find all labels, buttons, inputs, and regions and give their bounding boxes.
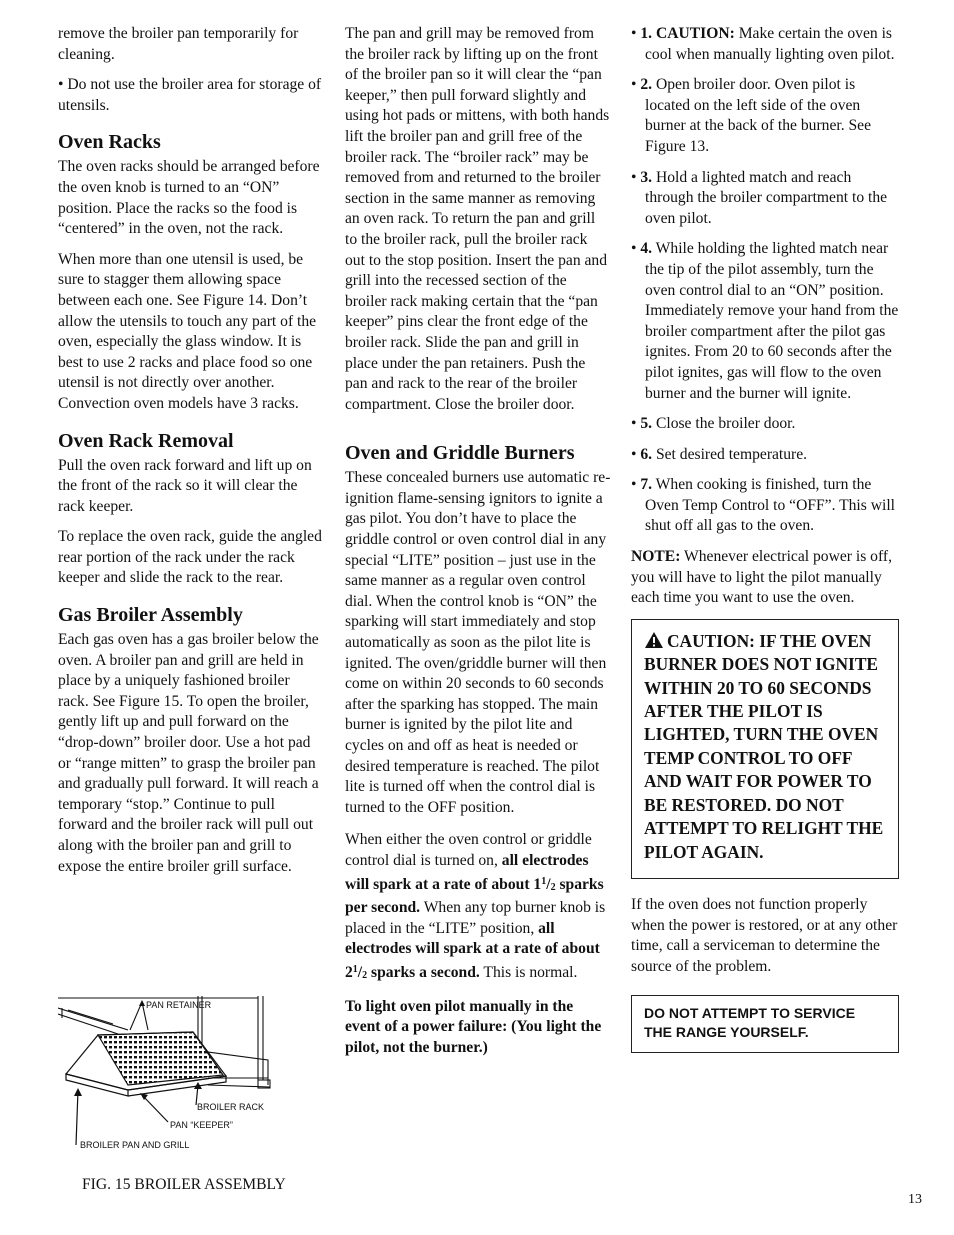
note-paragraph xyxy=(631,547,899,609)
figure-caption: FIG. 15 BROILER ASSEMBLY xyxy=(82,1176,286,1193)
service-warning-box: DO NOT ATTEMPT TO SERVICE THE RANGE YOURSELF. xyxy=(631,995,899,1053)
column-2 xyxy=(345,24,611,1068)
paragraph: The pan and grill may be removed from the broiler rack by lifting up on the front of the broiler pan so it will clear the “pan keeper,” then pull forward slightly and using hot pads or mittens, with both hands lift the broiler pan and grill free of the broiler rack. The “broiler rack” may be removed from and returned to the broiler section in the same manner as removing an oven rack. To return the pan and grill to the broiler rack, pull the broiler rack out to the stop position. Insert the pan and grill into the recessed section of the broiler rack making certain that the “pan keeper” pins clear the front edge of the broiler rack. Slide the pan and grill in place under the pan retainers. Push the pan and rack to the rear of the broiler compartment. Close the broiler door. xyxy=(345,25,610,413)
bullet-paragraph: • Do not use the broiler area for storage of utensils. xyxy=(58,76,322,114)
paragraph: Each gas oven has a gas broiler below the oven. A broiler pan and grill are held in place by a uniquely fashioned broiler rack. See Figure 15. To open the broiler, gently lift up and pull forward on the “drop-down” broiler door. Use a hot pad or “range mitten” to grasp the broiler pan and gradually pull forward. It will reach a temporary “stop.” Continue to pull forward and the broiler rack will pull out along with the broiler pan and grill to expose the entire broiler grill surface. xyxy=(58,631,319,875)
broiler-assembly-figure xyxy=(58,990,324,1160)
step-4: • 4. While holding the lighted match near the tip of the pilot assembly, turn the oven control dial to an “ON” position. Immediately remove your hand from the broiler compartment after the pilot gas ignites. From 20 to 60 seconds after the pilot ignites, gas will flow to the oven burner and the burner will ignite. xyxy=(631,240,899,402)
label-broiler-rack: BROILER RACK xyxy=(197,1102,265,1112)
step-number: 6. xyxy=(640,445,653,463)
paragraph: Pull the oven rack forward and lift up on the front of the rack so it will clear the rack keeper. xyxy=(58,456,312,515)
step-6: • 6. Set desired temperature. xyxy=(631,445,808,463)
step-number: 7. xyxy=(640,476,653,494)
step-2: • 2. Open broiler door. Oven pilot is located on the left side of the oven burner at the back of the burner. See Figure 13. xyxy=(631,76,872,155)
label-pan-retainer: PAN RETAINER xyxy=(146,1000,212,1010)
bold-segment: all electrodes will spark at a rate of about 2 xyxy=(345,919,600,981)
caution-text: CAUTION: IF THE OVEN BURNER DOES NOT IGNITE WITHIN 20 TO 60 SECONDS AFTER THE PILOT IS LIGHTED, TURN THE OVEN TEMP CONTROL TO OFF AND WAIT FOR POWER TO BE RESTORED. DO NOT ATTEMPT TO RELIGHT THE PILOT AGAIN. xyxy=(644,630,884,862)
caution-box xyxy=(631,619,899,879)
text-segment: This is normal. xyxy=(479,963,578,981)
heading-gas-broiler-assembly: Gas Broiler Assembly xyxy=(58,604,243,627)
bold-segment: all electrodes will spark at a rate of about 1 xyxy=(345,851,589,893)
fraction-numerator: 1 xyxy=(352,963,358,975)
heading-oven-racks: Oven Racks xyxy=(58,131,161,154)
paragraph-spark-rate: When either the oven control or griddle control dial is turned on, all electrodes will spark at a rate of about $1^1/_2$ sparks per second. When any top burner knob is placed in the “LITE” position, all electrodes will spark at a rate of about $2^1/_2$ sparks a second. This is normal. xyxy=(345,831,606,981)
step-text: Set desired temperature. xyxy=(652,445,808,463)
page-number: 13 xyxy=(908,1192,922,1207)
step-5: • 5. Close the broiler door. xyxy=(631,415,796,433)
step-number: 2. xyxy=(640,76,653,94)
step-text: Close the broiler door. xyxy=(652,415,796,433)
broiler-assembly-illustration xyxy=(58,990,324,1160)
warning-triangle-icon xyxy=(644,631,664,649)
step-number: 3. xyxy=(640,168,653,186)
note-label: NOTE: xyxy=(631,548,681,566)
note-text: Whenever electrical power is off, you will have to light the pilot manually each time you want to use the oven. xyxy=(631,548,892,607)
step-text: Open broiler door. Oven pilot is located on the left side of the oven burner at the back of the burner. See Figure 13. xyxy=(645,76,872,155)
paragraph: To replace the oven rack, guide the angled rear portion of the rack under the rack keeper and slide the rack to the rear. xyxy=(58,528,322,587)
paragraph: These concealed burners use automatic re-ignition flame-sensing ignitors to ignite a gas pilot. You don’t have to place the griddle control or oven control dial in any special “LITE” position – just use in the same manner as a regular oven control dial. When the control knob is “ON” the sparking will start immediately and stop automatically as soon as the pilot lite is ignited. The oven/griddle burner will then come on within 20 seconds to 60 seconds after the sparking has stopped. The main burner is ignited by the pilot lite and cycles on and off as heat is needed or desired temperature is reached. The pilot lite is turned off when the control dial is turned to the OFF position. xyxy=(345,469,611,816)
step-text: When cooking is finished, turn the Oven Temp Control to “OFF”. This will shut off all gas to the oven. xyxy=(645,476,895,535)
fraction-denominator: 2 xyxy=(362,969,368,981)
step-number: 4. xyxy=(640,240,653,258)
step-text: Hold a lighted match and reach through the broiler compartment to the oven pilot. xyxy=(645,168,888,227)
step-number: 5. xyxy=(640,415,653,433)
column-1 xyxy=(58,24,324,887)
column-3 xyxy=(631,24,899,1053)
fraction-numerator: 1 xyxy=(541,875,547,887)
text-segment: When either the oven control or griddle control dial is turned on, xyxy=(345,831,592,869)
step-1: • 1. CAUTION: Make certain the oven is cool when manually lighting oven pilot. xyxy=(631,25,895,63)
paragraph: The oven racks should be arranged before the oven knob is turned to an “ON” position. Place the racks so the food is “centered” in the oven, not the rack. xyxy=(58,158,320,238)
fraction-denominator: 2 xyxy=(550,881,556,893)
heading-oven-griddle-burners: Oven and Griddle Burners xyxy=(345,442,575,465)
label-pan-keeper: PAN “KEEPER” xyxy=(170,1120,233,1130)
step-number: 1. CAUTION: xyxy=(640,25,735,42)
heading-oven-rack-removal: Oven Rack Removal xyxy=(58,429,234,452)
step-text: While holding the lighted match near the tip of the pilot assembly, turn the oven control dial to an “ON” position. Immediately remove your hand from the broiler compartment after the pilot gas ignites. From 20 to 60 seconds after the pilot ignites, gas will flow to the oven burner and the burner will ignite. xyxy=(645,240,899,402)
step-7: • 7. When cooking is finished, turn the Oven Temp Control to “OFF”. This will shut off all gas to the oven. xyxy=(631,476,895,535)
text-segment: When any top burner knob is placed in the “LITE” position, xyxy=(345,899,606,937)
label-broiler-pan-and-grill: BROILER PAN AND GRILL xyxy=(80,1140,190,1150)
bold-segment: sparks a second. xyxy=(367,963,480,981)
paragraph-manual-light: To light oven pilot manually in the event of a power failure: (You light the pilot, not the burner.) xyxy=(345,997,602,1056)
step-text: Make certain the oven is cool when manually lighting oven pilot. xyxy=(645,25,895,63)
paragraph: remove the broiler pan temporarily for cleaning. xyxy=(58,25,299,63)
step-3: • 3. Hold a lighted match and reach through the broiler compartment to the oven pilot. xyxy=(631,168,888,227)
paragraph: If the oven does not function properly when the power is restored, or at any other time, call a serviceman to determine the source of the problem. xyxy=(631,895,898,975)
bold-segment: sparks per second. xyxy=(345,875,604,917)
paragraph: When more than one utensil is used, be sure to stagger them allowing space between each one. See Figure 14. Don’t allow the utensils to touch any part of the oven, especially the glass window. It is best to use 2 racks and place food so one utensil is not directly over another. Convection oven models have 3 racks. xyxy=(58,250,317,412)
